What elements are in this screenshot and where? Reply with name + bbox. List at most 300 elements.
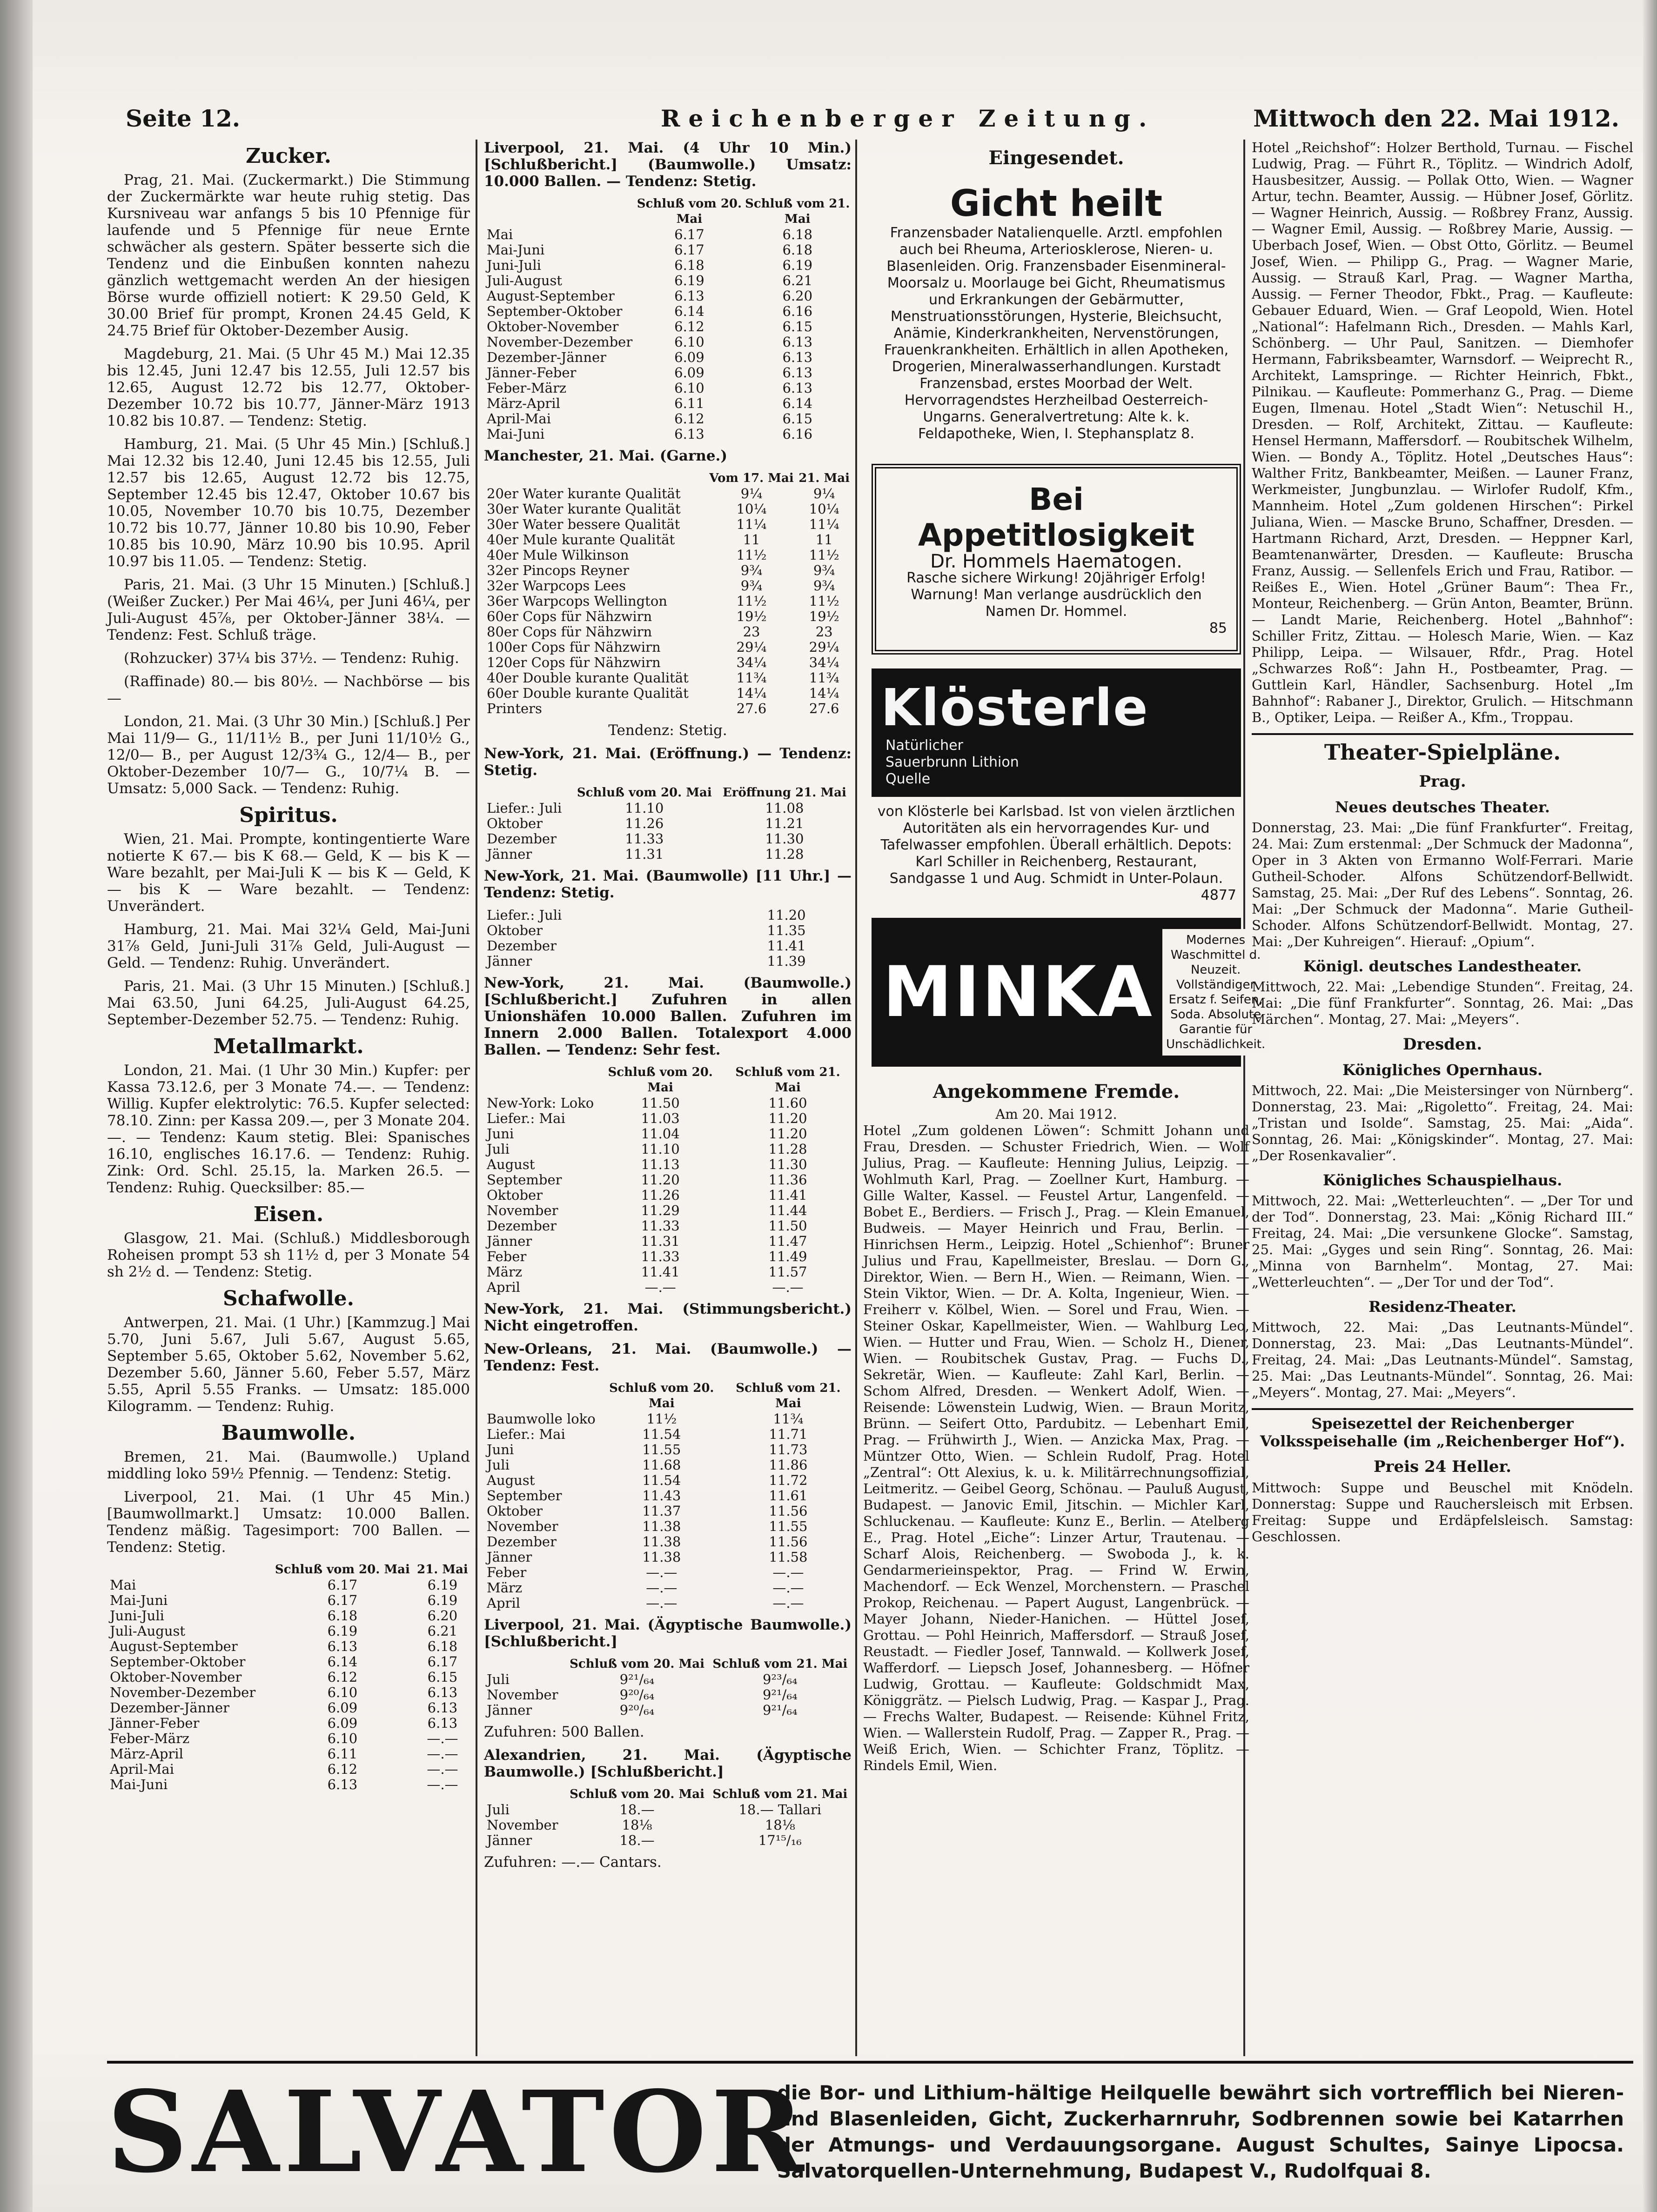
table-row bbox=[484, 670, 852, 686]
table-row bbox=[484, 486, 852, 501]
quote-value: 9²¹/₆₄ bbox=[762, 1687, 798, 1703]
column-ads-fremde bbox=[863, 140, 1266, 2056]
quote-value: 34¼ bbox=[736, 655, 767, 670]
table-row bbox=[484, 1126, 852, 1142]
quote-value: 23 bbox=[815, 624, 833, 640]
quote-value: 6.09 bbox=[327, 1700, 358, 1716]
column-header: Schluß vom 21. Mai bbox=[745, 197, 850, 226]
row-label: Juli bbox=[487, 1671, 510, 1687]
quote-value: 6.12 bbox=[674, 319, 704, 334]
quote-value: 11.37 bbox=[642, 1503, 681, 1519]
report-alexandrien: Alexandrien, 21. Mai. (Ägyptische Baumwolle.) [Schlußbericht.] bbox=[484, 1747, 852, 1780]
ad-salvator-brand: SALVATOR bbox=[107, 2066, 809, 2198]
table-row bbox=[484, 532, 852, 548]
quote-value: 11.54 bbox=[642, 1426, 681, 1442]
table-liverpool-aegypt bbox=[484, 1657, 852, 1718]
quote-value: 11½ bbox=[809, 593, 839, 609]
quote-value: 11.38 bbox=[642, 1549, 681, 1565]
quote-value: 6.18 bbox=[427, 1638, 458, 1654]
table-row bbox=[484, 258, 852, 273]
table-row bbox=[484, 304, 852, 319]
quote-value: 6.21 bbox=[427, 1623, 458, 1639]
theater-schauspielhaus: Königliches Schauspielhaus. bbox=[1322, 1171, 1563, 1189]
table-row bbox=[484, 319, 852, 334]
section-title-metallmarkt: Metallmarkt. bbox=[213, 1035, 364, 1058]
quote-value: 11.57 bbox=[768, 1264, 807, 1280]
quote-value: 6.15 bbox=[427, 1669, 458, 1685]
quote-value: 11.72 bbox=[769, 1472, 808, 1488]
table-row bbox=[484, 1280, 852, 1295]
ad-appetit-headline: Bei Appetitlosigkeit bbox=[918, 481, 1195, 553]
table-row bbox=[484, 1157, 852, 1172]
quote-value: 11¾ bbox=[809, 670, 839, 686]
theater-opernhaus-program: Mittwoch, 22. Mai: „Die Meistersinger von Nürnberg“. Donnerstag, 23. Mai: „Rigoletto“. Freitag, 24. Mai: „Tristan und Isolde“. Samstag, 25. Mai: „Aida“. Sonntag, 26. Mai: „Königskinder“. Montag, 27. Mai: „Der Rosenkavalier“. bbox=[1252, 1083, 1633, 1163]
table-row bbox=[484, 1218, 852, 1234]
fremde-heading: Angekommene Fremde. bbox=[932, 1081, 1180, 1103]
table-row bbox=[484, 1672, 852, 1687]
row-label: Dezember-Jänner bbox=[487, 349, 607, 365]
row-label: 40er Mule kurante Qualität bbox=[487, 532, 675, 548]
row-label: Dezember bbox=[487, 831, 557, 847]
quote-value: 27.6 bbox=[736, 701, 767, 716]
table-row bbox=[484, 801, 852, 816]
column-markets-2 bbox=[484, 140, 852, 2056]
table-liverpool-1 bbox=[107, 1562, 470, 1792]
quote-value: —.— bbox=[427, 1761, 458, 1777]
theater-landestheater: Königl. deutsches Landestheater. bbox=[1303, 957, 1582, 975]
theater-residenz: Residenz-Theater. bbox=[1369, 1298, 1516, 1316]
table-newyork-1 bbox=[484, 785, 852, 862]
column-header: Schluß vom 20. Mai bbox=[609, 1381, 714, 1410]
row-label: Dezember-Jänner bbox=[110, 1700, 230, 1716]
quote-value: 11¼ bbox=[809, 516, 839, 532]
row-label: Juni bbox=[487, 1442, 514, 1457]
table-row bbox=[107, 1762, 470, 1777]
row-label: November bbox=[487, 1518, 558, 1534]
speisezettel-menu: Mittwoch: Suppe und Beuschel mit Knödeln. Donnerstag: Suppe und Rauchersleisch mit Erbsen. Freitag: Suppe und Erdäpfelsleisch. Samstag: Geschlossen. bbox=[1252, 1480, 1633, 1544]
row-label: November bbox=[487, 1203, 558, 1218]
quote-value: 9²³/₆₄ bbox=[762, 1671, 798, 1687]
table-row bbox=[107, 1700, 470, 1716]
table-row bbox=[107, 1777, 470, 1792]
eingesendet-heading: Eingesendet. bbox=[988, 147, 1124, 169]
row-label: Jänner bbox=[487, 953, 532, 969]
quote-value: 6.10 bbox=[674, 380, 704, 396]
quote-value: 11.04 bbox=[641, 1126, 680, 1142]
row-label: 32er Pincops Reyner bbox=[487, 562, 630, 578]
row-label: März-April bbox=[487, 395, 560, 411]
quote-value: 14¼ bbox=[809, 685, 839, 701]
row-label: März bbox=[487, 1580, 523, 1596]
theater-residenz-program: Mittwoch, 22. Mai: „Das Leutnants-Mündel“. Donnerstag, 23. Mai: „Das Leutnants-Mündel“. Freitag, 24. Mai: „Das Leutnants-Mündel“. Samstag, 25. Mai: „Das Leutnants-Mündel“. Sonntag, 26. Mai: „Meyers“. Montag, 27. Mai: „Meyers“. bbox=[1252, 1319, 1633, 1400]
table-row bbox=[484, 1188, 852, 1203]
table-row bbox=[484, 938, 852, 954]
quote-value: 11.43 bbox=[642, 1488, 681, 1504]
liverpool-zufuhren: Zufuhren: 500 Ballen. bbox=[484, 1724, 644, 1740]
report-london: London, 21. Mai. (3 Uhr 30 Min.) [Schluß.] Per Mai 11/9— G., 11/11½ B., per Juni 11/10½ G., 12/0— B., per August 12/3¾ G., 12/4— B., per Oktober-Dezember 10/7— G., 10/7¼ B. — Umsatz: 5,000 Sack. — Tendenz: Ruhig. bbox=[107, 713, 470, 797]
table-row bbox=[484, 1442, 852, 1457]
table-alexandrien bbox=[484, 1787, 852, 1848]
column-header: Schluß vom 20. Mai bbox=[637, 197, 742, 226]
quote-value: 29¼ bbox=[809, 639, 839, 655]
ad-minka-side: Modernes Waschmittel d. Neuzeit. Vollständiger Ersatz f. Seifen, Soda. Absolute Garantie für Unschädlichkeit. bbox=[1162, 929, 1269, 1056]
table-header-row bbox=[484, 1065, 852, 1096]
column-header: Schluß vom 20. Mai bbox=[577, 786, 712, 800]
table-row bbox=[484, 1457, 852, 1473]
table-row bbox=[107, 1685, 470, 1700]
report-wien: Wien, 21. Mai. Prompte, kontingentierte Ware notierte K 67.— bis K 68.— Geld, K — bis K — Ware bezahlt, per Mai-Juli K — bis K — Geld, K — bis K — Ware bezahlt. — Tendenz: Unverändert. bbox=[107, 831, 470, 915]
column-header: Schluß vom 20. Mai bbox=[275, 1563, 410, 1577]
quote-value: —.— bbox=[427, 1731, 458, 1746]
column-rule-2 bbox=[855, 140, 857, 2056]
column-header bbox=[484, 1787, 565, 1802]
row-label: 32er Warpcops Lees bbox=[487, 578, 626, 594]
row-label: Liefer.: Mai bbox=[487, 1426, 565, 1442]
quote-value: 6.17 bbox=[427, 1654, 458, 1670]
quote-value: 11.54 bbox=[642, 1472, 681, 1488]
quote-value: 11.56 bbox=[769, 1503, 808, 1519]
quote-value: 9¾ bbox=[813, 578, 835, 594]
quote-value: 6.13 bbox=[782, 380, 813, 396]
section-title-eisen: Eisen. bbox=[253, 1203, 324, 1226]
report-liverpool-schluss: Liverpool, 21. Mai. (4 Uhr 10 Min.) [Schlußbericht.] (Baumwolle.) Umsatz: 10.000 Ballen. — Tendenz: Stetig. bbox=[484, 140, 852, 190]
quote-value: 6.20 bbox=[427, 1608, 458, 1624]
ad-appetit-product: Dr. Hommels Haematogen. bbox=[930, 551, 1182, 572]
quote-value: 11.08 bbox=[765, 800, 804, 816]
column-header bbox=[484, 1657, 565, 1672]
table-row bbox=[484, 1111, 852, 1126]
row-label: Oktober bbox=[487, 1187, 543, 1203]
quote-value: 11.03 bbox=[641, 1110, 680, 1126]
quote-value: 11.71 bbox=[769, 1426, 808, 1442]
quote-value: 6.14 bbox=[327, 1654, 358, 1670]
row-label: November-Dezember bbox=[110, 1684, 256, 1700]
table-row bbox=[484, 1096, 852, 1111]
table-row bbox=[484, 227, 852, 242]
column-header: Schluß vom 20. Mai bbox=[570, 1657, 704, 1671]
report-london-metal: London, 21. Mai. (1 Uhr 30 Min.) Kupfer: per Kassa 73.12.6, per 3 Monate 74.—. — Tendenz: Willig. Kupfer elektrolytic: 76.5. Kupfer selected: 78.10. Zinn: per Kassa 209.—, per 3 Monate 204.—. — Tendenz: Kaum stetig. Blei: Spanisches 16.10, englisches 16.17.6. — Tendenz: Ruhig. Zink: Ord. Schl. 25.15, la. Marken 26.5. — Tendenz: Ruhig. Quecksilber: 85.— bbox=[107, 1062, 470, 1196]
quote-value: —.— bbox=[427, 1746, 458, 1762]
report-rohzucker: (Rohzucker) 37¼ bis 37½. — Tendenz: Ruhig. bbox=[124, 650, 459, 667]
row-label: Juni-Juli bbox=[110, 1608, 164, 1624]
table-row bbox=[484, 350, 852, 365]
row-label: Mai-Juni bbox=[487, 426, 545, 442]
column-header: 21. Mai bbox=[417, 1563, 468, 1577]
quote-value: 11.33 bbox=[625, 831, 664, 847]
manchester-tendency: Tendenz: Stetig. bbox=[608, 722, 727, 739]
table-row bbox=[107, 1731, 470, 1746]
table-row bbox=[107, 1670, 470, 1685]
row-label: August bbox=[487, 1472, 535, 1488]
quote-value: 11.47 bbox=[768, 1233, 807, 1249]
theater-prag-heading: Prag. bbox=[1419, 772, 1466, 791]
table-row bbox=[484, 1534, 852, 1550]
row-label: Mai-Juni bbox=[487, 242, 545, 258]
row-label: 80er Cops für Nähzwirn bbox=[487, 624, 652, 640]
quote-value: 11.21 bbox=[765, 815, 804, 831]
table-row bbox=[484, 1703, 852, 1718]
scan-edge-left bbox=[0, 0, 33, 2212]
quote-value: 19½ bbox=[809, 608, 839, 624]
table-row bbox=[484, 1249, 852, 1264]
row-label: Baumwolle loko bbox=[487, 1411, 596, 1427]
row-label: 120er Cops für Nähzwirn bbox=[487, 655, 661, 670]
ad-salvator-text: die Bor- und Lithium-hältige Heilquelle bewährt sich vortrefflich bei Nieren- und Blasenleiden, Gicht, Zuckerharnruhr, Sodbrennen sowie bei Katarrhen der Atmungs- und Verdauungsorgane. August Schultes, Sainye Lipocsa. Salvatorquellen-Unternehmung, Budapest V., Rudolfquai 8. bbox=[777, 2081, 1624, 2182]
row-label: 60er Cops für Nähzwirn bbox=[487, 608, 652, 624]
table-row bbox=[484, 908, 852, 923]
ad-kloesterle-text bbox=[868, 803, 1245, 904]
quote-value: 11½ bbox=[646, 1411, 677, 1427]
quote-value: 11.28 bbox=[765, 846, 804, 862]
row-label: Juli-August bbox=[487, 273, 563, 288]
quote-value: 11.31 bbox=[641, 1233, 680, 1249]
table-header-row bbox=[484, 471, 852, 486]
speisezettel-price: Preis 24 Heller. bbox=[1373, 1457, 1511, 1476]
row-label: Feber-März bbox=[110, 1731, 190, 1746]
column-header: Schluß vom 21. Mai bbox=[712, 1657, 848, 1671]
row-label: Mai-Juni bbox=[110, 1777, 168, 1792]
quote-value: 6.17 bbox=[327, 1577, 358, 1593]
ad-kloesterle-body: von Klösterle bei Karlsbad. Ist von vielen ärztlichen Autoritäten als ein hervorragendes Kur- und Tafelwasser empfohlen. Überall erhältlich. Depots: Karl Schiller in Reichenberg, Restaurant, Sandgasse 1 und Aug. Schmidt in Unter-Polaun. bbox=[877, 803, 1235, 887]
table-row bbox=[484, 655, 852, 670]
quote-value: 11.31 bbox=[625, 846, 664, 862]
quote-value: 6.16 bbox=[782, 303, 813, 319]
quote-value: 11¾ bbox=[773, 1411, 804, 1427]
column-header bbox=[484, 196, 635, 227]
row-label: November bbox=[487, 1817, 558, 1833]
section-title-schafwolle: Schafwolle. bbox=[223, 1287, 354, 1310]
quote-value: 11.86 bbox=[769, 1457, 808, 1473]
quote-value: 19½ bbox=[736, 608, 767, 624]
row-label: August bbox=[487, 1156, 535, 1172]
table-row bbox=[484, 609, 852, 624]
table-manchester bbox=[484, 471, 852, 716]
report-bremen: Bremen, 21. Mai. (Baumwolle.) Upland middling loko 59½ Pfennig. — Tendenz: Stetig. bbox=[107, 1449, 470, 1482]
report-hamburg-spiritus: Hamburg, 21. Mai. Mai 32¼ Geld, Mai-Juni 31⅞ Geld, Juni-Juli 31⅞ Geld, Juli-August — Geld. — Tendenz: Ruhig. Unverändert. bbox=[107, 921, 470, 971]
quote-value: —.— bbox=[646, 1595, 678, 1611]
column-header: Schluß vom 20. Mai bbox=[608, 1065, 713, 1095]
report-new-orleans: New-Orleans, 21. Mai. (Baumwolle.) — Tendenz: Fest. bbox=[484, 1341, 852, 1374]
row-label: August-September bbox=[110, 1638, 238, 1654]
quote-value: 17¹⁵/₁₆ bbox=[758, 1832, 802, 1848]
quote-value: 6.09 bbox=[674, 365, 704, 381]
row-label: März bbox=[487, 1264, 523, 1280]
table-row bbox=[484, 1818, 852, 1833]
row-label: Mai bbox=[487, 227, 513, 242]
table-header-row bbox=[484, 196, 852, 227]
quote-value: 6.13 bbox=[327, 1638, 358, 1654]
quote-value: 6.13 bbox=[327, 1777, 358, 1792]
quote-value: —.— bbox=[772, 1595, 804, 1611]
ad-kloesterle-headline: Klösterle bbox=[881, 678, 1149, 737]
quote-value: 6.11 bbox=[327, 1746, 358, 1762]
quote-value: 11.36 bbox=[768, 1172, 807, 1188]
ad-minka bbox=[872, 918, 1266, 1067]
row-label: April bbox=[487, 1279, 520, 1295]
quote-value: 6.19 bbox=[782, 257, 813, 273]
table-newyork-2 bbox=[484, 908, 852, 969]
quote-value: 6.18 bbox=[674, 257, 704, 273]
row-label: 36er Warpcops Wellington bbox=[487, 593, 667, 609]
table-row bbox=[484, 1596, 852, 1611]
report-magdeburg: Magdeburg, 21. Mai. (5 Uhr 45 M.) Mai 12.35 bis 12.45, Juni 12.47 bis 12.55, Juli 12.57 bis 12.65, August 12.72 bis 12.77, Oktober-Dezember 10.72 bis 10.77, Jänner-März 1913 10.82 bis 10.87. — Tendenz: Stetig. bbox=[107, 346, 470, 429]
column-header: Schluß vom 21. Mai bbox=[735, 1065, 840, 1095]
quote-value: 9¾ bbox=[813, 562, 835, 578]
table-header-row bbox=[484, 1657, 852, 1672]
row-label: Feber-März bbox=[487, 380, 567, 396]
quote-value: 11½ bbox=[809, 547, 839, 563]
quote-value: 11.33 bbox=[641, 1218, 680, 1234]
quote-value: 6.19 bbox=[327, 1623, 358, 1639]
row-label: Feber bbox=[487, 1564, 527, 1580]
quote-value: 6.15 bbox=[782, 319, 813, 334]
report-liverpool-aegypt: Liverpool, 21. Mai. (Ägyptische Baumwolle.) [Schlußbericht.] bbox=[484, 1617, 852, 1650]
quote-value: 11½ bbox=[736, 593, 767, 609]
quote-value: 11.41 bbox=[767, 938, 806, 954]
quote-value: —.— bbox=[646, 1564, 678, 1580]
row-label: 40er Mule Wilkinson bbox=[487, 547, 629, 563]
row-label: Juli bbox=[487, 1141, 510, 1157]
table-new-orleans bbox=[484, 1381, 852, 1611]
quote-value: —.— bbox=[646, 1580, 678, 1596]
quote-value: —.— bbox=[772, 1564, 804, 1580]
quote-value: 6.10 bbox=[674, 334, 704, 350]
column-rule-1 bbox=[476, 140, 477, 2056]
row-label: Jänner-Feber bbox=[487, 365, 577, 381]
table-row bbox=[484, 1172, 852, 1188]
quote-value: 6.13 bbox=[674, 288, 704, 304]
ad-gicht-headline: Gicht heilt bbox=[950, 183, 1163, 225]
row-label: Liefer.: Juli bbox=[487, 907, 562, 923]
quote-value: 29¼ bbox=[736, 639, 767, 655]
quote-value: 9²⁰/₆₄ bbox=[619, 1702, 655, 1718]
column-header: Schluß vom 21. Mai bbox=[736, 1381, 841, 1410]
quote-value: 11.50 bbox=[641, 1095, 680, 1111]
row-label: 20er Water kurante Qualität bbox=[487, 486, 681, 501]
issue-date: Mittwoch den 22. Mai 1912. bbox=[1253, 105, 1619, 132]
table-row bbox=[107, 1577, 470, 1593]
column-header: Vom 17. Mai bbox=[709, 471, 794, 485]
report-antwerpen: Antwerpen, 21. Mai. (1 Uhr.) [Kammzug.] Mai 5.70, Juni 5.67, Juli 5.67, August 5.65, September 5.65, Oktober 5.62, November 5.62, Dezember 5.60, Jänner 5.60, Feber 5.57, März 5.55, April 5.55 Franks. — Umsatz: 185.000 Kilogramm. — Tendenz: Ruhig. bbox=[107, 1314, 470, 1415]
table-row bbox=[484, 1580, 852, 1596]
theater-opernhaus: Königliches Opernhaus. bbox=[1342, 1061, 1543, 1079]
quote-value: 6.18 bbox=[782, 242, 813, 258]
quote-value: 11.56 bbox=[769, 1534, 808, 1550]
row-label: Printers bbox=[487, 701, 542, 716]
quote-value: 6.12 bbox=[327, 1669, 358, 1685]
row-label: März-April bbox=[110, 1746, 183, 1762]
quote-value: 9²¹/₆₄ bbox=[762, 1702, 798, 1718]
theater-dresden-heading: Dresden. bbox=[1402, 1035, 1483, 1054]
quote-value: 6.17 bbox=[327, 1592, 358, 1608]
quote-value: 9¼ bbox=[740, 486, 763, 501]
table-row bbox=[107, 1716, 470, 1731]
column-header: Schluß vom 20. Mai bbox=[570, 1787, 704, 1801]
table-row bbox=[484, 1802, 852, 1818]
row-label: August-September bbox=[487, 288, 615, 304]
table-row bbox=[484, 594, 852, 609]
table-row bbox=[484, 501, 852, 517]
quote-value: 6.13 bbox=[427, 1684, 458, 1700]
quote-value: 6.19 bbox=[427, 1592, 458, 1608]
table-row bbox=[484, 1565, 852, 1580]
row-label: Juni bbox=[487, 1126, 514, 1142]
column-header: Schluß vom 21. Mai bbox=[712, 1787, 848, 1801]
row-label: Mai bbox=[110, 1577, 136, 1593]
ad-salvator bbox=[107, 2061, 1633, 2200]
quote-value: 11.50 bbox=[768, 1218, 807, 1234]
table-row bbox=[484, 1550, 852, 1565]
table-row bbox=[484, 1833, 852, 1848]
table-row bbox=[484, 686, 852, 701]
quote-value: 11.29 bbox=[641, 1203, 680, 1218]
row-label: Jänner bbox=[487, 1702, 532, 1718]
report-glasgow: Glasgow, 21. Mai. (Schluß.) Middlesborough Roheisen prompt 53 sh 11½ d, per 3 Monate 54 sh 2½ d. — Tendenz: Stetig. bbox=[107, 1230, 470, 1280]
ad-gicht-body: Franzensbader Natalienquelle. Arztl. empfohlen auch bei Rheuma, Arteriosklerose, Nieren- u. Blasenleiden. Orig. Franzensbader Eisenmineral-Moorsalz u. Moorlauge bei Gicht, Rheumatismus und Erkrankungen der Gebärmutter, Menstruationsstörungen, Hysterie, Bleichsucht, Anämie, Kinderkrankheiten, Nervenstörungen, Frauenkrankheiten. Erhältlich in allen Apotheken, Drogerien, Mineralwasserhandlungen. Kurstadt Franzensbad, erstes Moorbad der Welt. Hervorragendstes Herzheilbad Oesterreich-Ungarns. Generalvertretung: Alte k. k. Feldapotheke, Wien, I. Stephansplatz 8. bbox=[884, 225, 1229, 442]
quote-value: 11¾ bbox=[736, 670, 767, 686]
column-header bbox=[484, 1381, 598, 1411]
table-header-row bbox=[484, 1381, 852, 1411]
quote-value: 6.14 bbox=[782, 395, 813, 411]
quote-value: 11.55 bbox=[769, 1518, 808, 1534]
quote-value: 18.— bbox=[619, 1832, 655, 1848]
quote-value: 10¼ bbox=[809, 501, 839, 517]
table-row bbox=[484, 334, 852, 350]
quote-value: 18.— Tallari bbox=[738, 1802, 822, 1818]
ad-appetitlosigkeit bbox=[872, 464, 1241, 655]
quote-value: 11.38 bbox=[642, 1534, 681, 1550]
quote-value: 11.20 bbox=[768, 1110, 807, 1126]
report-paris: Paris, 21. Mai. (3 Uhr 15 Minuten.) [Schluß.] (Weißer Zucker.) Per Mai 46¼, per Juni 46¼, per Juli-August 45⅞, per Oktober-Jänner 38¼. — Tendenz: Fest. Schluß träge. bbox=[107, 576, 470, 643]
quote-value: 6.18 bbox=[327, 1608, 358, 1624]
quote-value: 6.13 bbox=[427, 1715, 458, 1731]
theater-schauspielhaus-program: Mittwoch, 22. Mai: „Wetterleuchten“. — „Der Tor und der Tod“. Donnerstag, 23. Mai: „König Richard III.“ Freitag, 24. Mai: „Die versunkene Glocke“. Samstag, 25. Mai: „Gyges und sein Ring“. Sonntag, 26. Mai: „Minna von Barnhelm“. Montag, 27. Mai: „Wetterleuchten“. — „Der Tor und der Tod“. bbox=[1252, 1193, 1633, 1290]
quote-value: 11.60 bbox=[768, 1095, 807, 1111]
table-row bbox=[484, 831, 852, 847]
table-row bbox=[484, 396, 852, 411]
report-newyork-4: New-York, 21. Mai. (Stimmungsbericht.) Nicht eingetroffen. bbox=[484, 1301, 852, 1334]
report-newyork-2: New-York, 21. Mai. (Baumwolle) [11 Uhr.] — Tendenz: Stetig. bbox=[484, 868, 852, 901]
report-newyork-1: New-York, 21. Mai. (Eröffnung.) — Tendenz: Stetig. bbox=[484, 745, 852, 779]
table-row bbox=[484, 288, 852, 304]
table-row bbox=[484, 1264, 852, 1280]
ad-appetit-body: Rasche sichere Wirkung! 20jähriger Erfolg! Warnung! Man verlange ausdrücklich den Namen Dr. Hommel. bbox=[906, 570, 1206, 620]
quote-value: 6.12 bbox=[674, 411, 704, 427]
column-header bbox=[107, 1562, 270, 1577]
quote-value: 27.6 bbox=[809, 701, 839, 716]
table-row bbox=[484, 517, 852, 532]
quote-value: 11.61 bbox=[769, 1488, 808, 1504]
speisezettel-heading: Speisezettel der Reichenberger Volksspeisehalle (im „Reichenberger Hof“). bbox=[1252, 1408, 1633, 1450]
quote-value: 18⅛ bbox=[622, 1817, 652, 1833]
column-markets-1 bbox=[107, 140, 470, 2056]
quote-value: —.— bbox=[427, 1777, 458, 1792]
quote-value: 11.35 bbox=[767, 922, 806, 938]
row-label: 30er Water kurante Qualität bbox=[487, 501, 681, 517]
quote-value: 6.18 bbox=[782, 227, 813, 242]
table-row bbox=[484, 563, 852, 578]
row-label: 100er Cops für Nähzwirn bbox=[487, 639, 661, 655]
quote-value: 6.14 bbox=[674, 303, 704, 319]
quote-value: 11.68 bbox=[642, 1457, 681, 1473]
table-row bbox=[484, 1142, 852, 1157]
row-label: Oktober bbox=[487, 1503, 543, 1519]
quote-value: 6.12 bbox=[327, 1761, 358, 1777]
table-row bbox=[484, 578, 852, 594]
column-hotels-theater bbox=[1252, 140, 1633, 2056]
table-row bbox=[484, 242, 852, 258]
row-label: November-Dezember bbox=[487, 334, 633, 350]
